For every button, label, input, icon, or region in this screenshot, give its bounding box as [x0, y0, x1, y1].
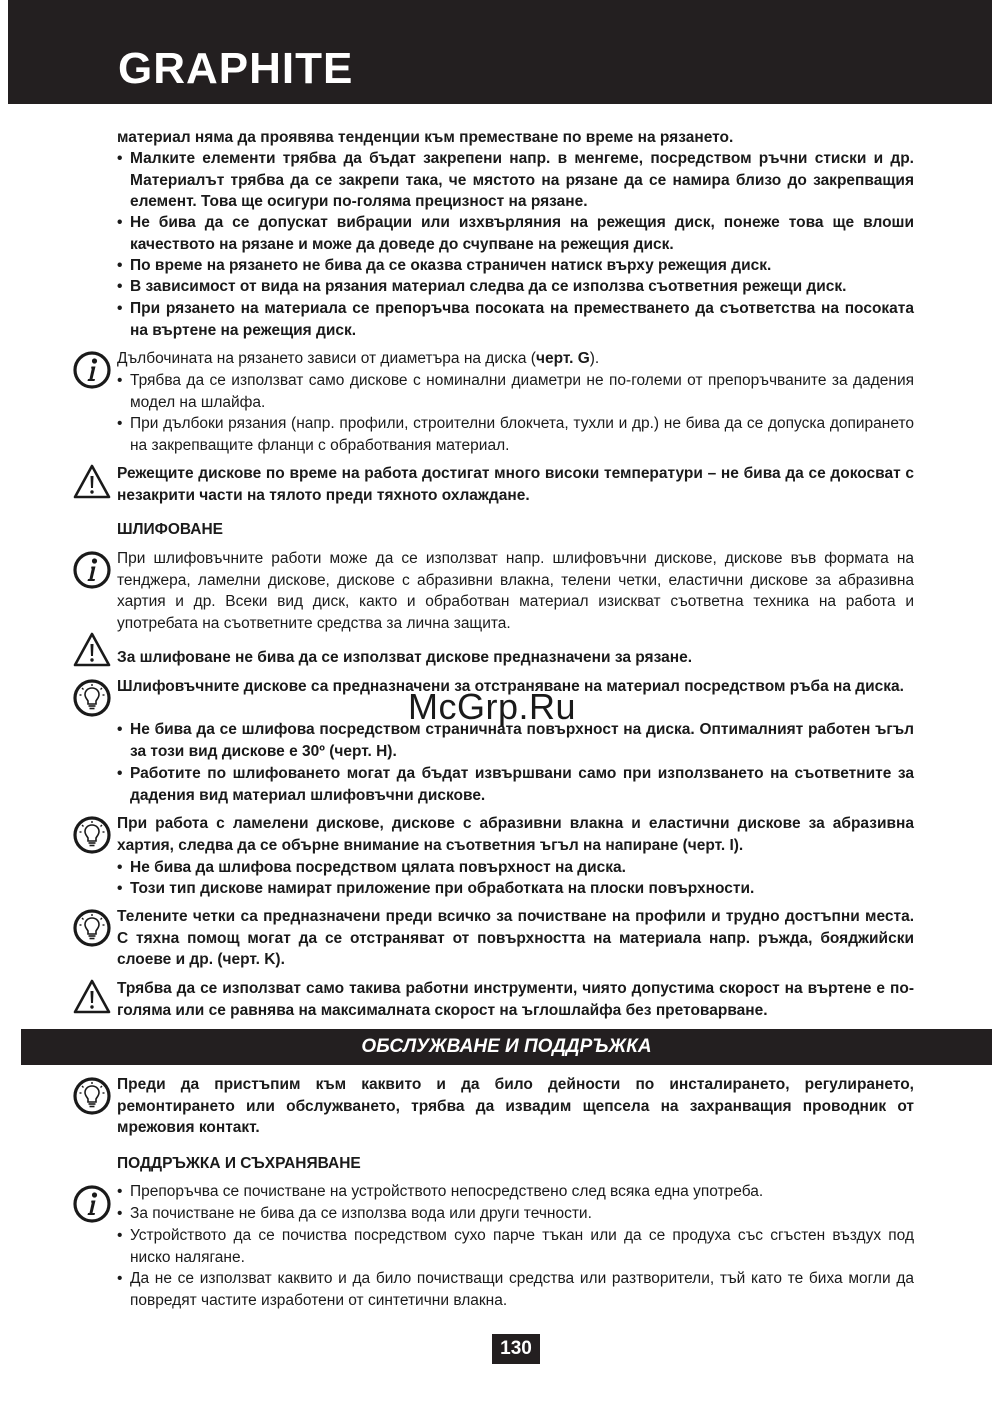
tip-text: При работа с ламелени дискове, дискове с абразивни влакна и еластични дискове за абразивна хартия, следва да се обърне внимание на съответния ъгъл на напиране (черт. I). [117, 815, 914, 854]
info-text-end: ). [589, 350, 600, 367]
subheading-grinding: ШЛИФОВАНЕ [117, 521, 224, 538]
continued-text: материал няма да проявява тенденции към преместване по време на рязането. [117, 129, 734, 146]
tip-text: Телените четки са предназначени преди всичко за почистване на профили и трудно достъпни места. С тяхна помощ могат да се отстраняват от повърхността на материала напр. ръжда, бояджийски слоеве и др. (черт. K). [117, 908, 914, 969]
subheading-maintenance-storage: ПОДДРЪЖКА И СЪХРАНЯВАНЕ [117, 1155, 361, 1172]
bullet-item: • Работите по шлифоването могат да бъдат извършвани само при използването на съответните за дадения вид материал шлифовъчни дискове. [117, 763, 914, 806]
bullet-item: • По време на рязането не бива да се оказва страничен натиск върху режещия диск. [117, 255, 914, 277]
tip-text: Преди да пристъпим към каквито и да било дейности по инсталирането, регулирането, ремонтирането или обслужването, трябва да извадим щепсела на захранващия проводник от мрежовия контакт. [117, 1076, 914, 1137]
bullet-item: • Трябва да се използват само дискове с номинални диаметри не по-големи от препоръчваните за дадения модел на шлайфа. [117, 370, 914, 413]
tip-bulb-icon [72, 1076, 112, 1116]
warning-icon [72, 630, 112, 670]
info-text [117, 348, 914, 370]
bullet-item: • Не бива да се шлифова посредством страничната повърхност на диска. Оптималният работен ъгъл за този вид дискове е 30º (черт. H). [117, 719, 914, 762]
bullet-item: • При рязането на материала се препоръчва посоката на преместването да съответства на посоката на въртене на режещия диск. [117, 298, 914, 341]
tip-bulb-icon [72, 908, 112, 948]
bullet-item: • При дълбоки рязания (напр. профили, строителни блокчета, тухли и др.) не бива да се допуска допирането на закрепващите фланци с обработвания материал. [117, 413, 914, 456]
info-icon [72, 1184, 112, 1224]
bullet-item: • За почистване не бива да се използва вода или други течности. [117, 1203, 914, 1225]
bullet-item: • В зависимост от вида на рязания материал следва да се използва съответния режещи диск. [117, 276, 914, 298]
bullet-item: • Устройството да се почиства посредством сухо парче тъкан или да се продуха със сгъстен въздух под ниско налягане. [117, 1225, 914, 1268]
warning-icon [72, 977, 112, 1017]
warning-text: Режещите дискове по време на работа достигат много високи температури – не бива да се докосват с незакрити части на тялото преди тяхното охлаждане. [117, 465, 914, 504]
warning-text: За шлифоване не бива да се използват дискове предназначени за рязане. [117, 649, 692, 666]
info-text-main: Дълбочината на рязането зависи от диаметъра на диска ( [117, 350, 536, 367]
bullet-item: • Този тип дискове намират приложение при обработката на плоски повърхности. [117, 878, 914, 900]
bullet-item: • Да не се използват каквито и да било почистващи средства или разтворители, тъй като те биха могли да повредят частите изработени от синтетични влакна. [117, 1268, 914, 1311]
figure-ref: черт. G [535, 350, 590, 367]
warning-text: Трябва да се използват само такива работни инструменти, чиято допустима скорост на въртене е по-голяма или се равнява на максималната скорост на ъглошлайфа без претоварване. [117, 980, 914, 1019]
warning-icon [72, 462, 112, 502]
tip-bulb-icon [72, 678, 112, 718]
info-icon [72, 350, 112, 390]
page-number: 130 [492, 1334, 540, 1364]
brand-logo: GRAPHITE [118, 44, 354, 93]
info-icon [72, 550, 112, 590]
watermark-text: McGrp.Ru [408, 686, 577, 727]
bullet-item: • Не бива да шлифова посредством цялата повърхност на диска. [117, 857, 914, 879]
info-text: При шлифовъчните работи може да се използват напр. шлифовъчни дискове, дискове във формата на тенджера, ламелни дискове, дискове с абразивни влакна, телени четки, еластични дискове за абразивна хартия и др. Всеки вид диск, както и обработван материал изискват съответна техника на работа и употребата на съответните средства за лична защита. [117, 550, 914, 632]
tip-bulb-icon [72, 815, 112, 855]
bullet-item: • Препоръчва се почистване на устройството непосредствено след всяка една употреба. [117, 1181, 914, 1203]
bullet-item: • Не бива да се допускат вибрации или изхвърляния на режещия диск, понеже това ще влоши качеството на рязане и може да доведе до счупване на режещия диск. [117, 212, 914, 255]
bullet-item: • Малките елементи трябва да бъдат закрепени напр. в менгеме, посредством ръчни стиски и др. Материалът трябва да се закрепи така, че мястото на рязане да се намира близо до закрепващия елемент. Това ще осигури по-голяма прецизност на рязане. [117, 148, 914, 213]
section-title-maintenance: ОБСЛУЖВАНЕ И ПОДДРЪЖКА [21, 1029, 992, 1065]
tip-text: Шлифовъчните дискове са предназначени за отстраняване на материал посредством ръба на диска. [117, 678, 904, 695]
